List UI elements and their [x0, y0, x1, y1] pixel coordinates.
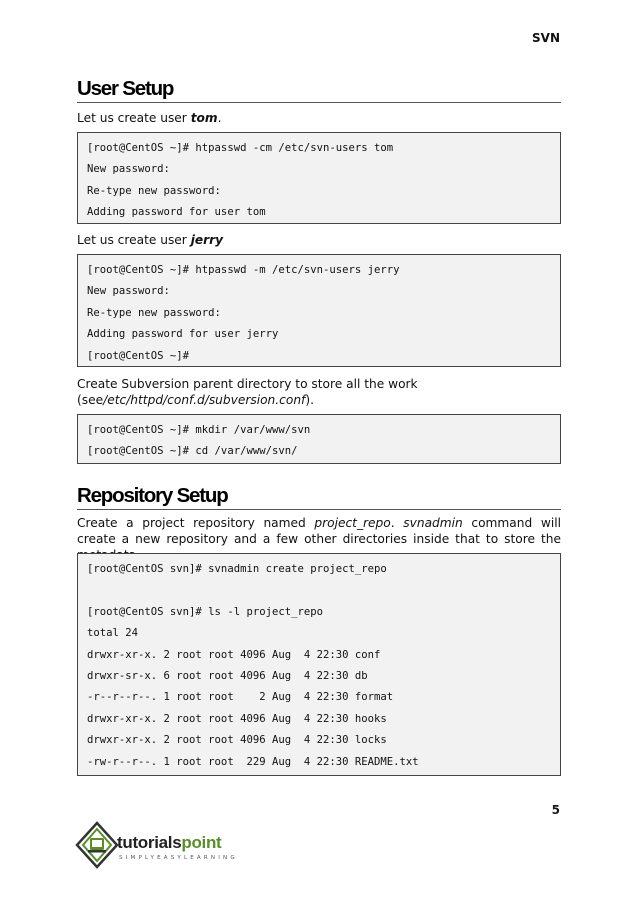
code-line: New password:	[87, 163, 170, 176]
repo-name: project_repo	[314, 516, 391, 530]
code-line: Re-type new password:	[87, 184, 221, 197]
code-line: drwxr-xr-x. 2 root root 4096 Aug 4 22:30 conf	[87, 648, 381, 661]
section-title-user-setup: User Setup	[77, 78, 561, 103]
code-block-create-jerry	[77, 254, 561, 367]
svnadmin-command: svnadmin	[403, 516, 463, 530]
code-line: total 24	[87, 627, 139, 640]
intro-tom-prefix: Let us create user	[77, 111, 191, 125]
code-line: Adding password for user tom	[87, 206, 266, 219]
logo-brand-b: point	[181, 833, 222, 852]
section-title-repository-setup: Repository Setup	[77, 485, 561, 510]
code-block-create-tom	[77, 132, 561, 224]
code-block-parent-dir	[77, 414, 561, 464]
user-name-tom: tom	[190, 111, 218, 125]
code-line: drwxr-xr-x. 2 root root 4096 Aug 4 22:30 locks	[87, 734, 387, 747]
code-line: [root@CentOS ~]#	[87, 349, 190, 362]
repo-para-text: command will create a new repository and a few other directories inside that to store the	[77, 516, 561, 546]
code-line: -r--r--r--. 1 root root 2 Aug 4 22:30 format	[87, 691, 394, 704]
parent-dir-close: ).	[305, 393, 314, 407]
parent-dir-line1: Create Subversion parent directory to store all the work	[77, 377, 418, 391]
logo-brand-a: tutorials	[117, 833, 182, 852]
code-line: [root@CentOS ~]# htpasswd -cm /etc/svn-users tom	[87, 142, 394, 154]
code-line: [root@CentOS ~]# mkdir /var/www/svn	[87, 424, 311, 436]
code-line: [root@CentOS ~]# htpasswd -m /etc/svn-users jerry	[87, 264, 400, 276]
code-line	[87, 580, 560, 601]
running-header: SVN	[532, 31, 560, 45]
code-line: drwxr-xr-x. 2 root root 4096 Aug 4 22:30 hooks	[87, 712, 387, 725]
parent-directory-paragraph	[77, 376, 561, 408]
repo-para-text: Create a project repository named	[77, 516, 315, 530]
code-line: [root@CentOS svn]# ls -l project_repo	[87, 605, 323, 618]
repo-para-text: .	[390, 516, 404, 530]
tutorialspoint-logo	[75, 819, 245, 875]
code-line: [root@CentOS svn]# svnadmin create project_repo	[87, 563, 387, 575]
intro-tom-suffix: .	[217, 111, 222, 125]
code-line: Re-type new password:	[87, 306, 221, 319]
intro-jerry	[77, 232, 561, 248]
code-line: -rw-r--r--. 1 root root 229 Aug 4 22:30 README.txt	[87, 755, 419, 768]
code-block-repository	[77, 553, 561, 776]
logo-tagline: SIMPLYEASYLEARNING	[119, 855, 238, 861]
code-line: Adding password for user jerry	[87, 328, 279, 341]
logo-diamond-icon	[75, 819, 119, 875]
code-line: New password:	[87, 285, 170, 298]
intro-jerry-prefix: Let us create user	[77, 233, 191, 247]
parent-dir-open: (see	[77, 393, 104, 407]
page-number: 5	[551, 803, 560, 817]
intro-tom	[77, 110, 561, 126]
code-line: [root@CentOS ~]# cd /var/www/svn/	[87, 445, 298, 458]
logo-wordmark	[117, 833, 221, 853]
user-name-jerry: jerry	[190, 233, 224, 247]
config-path: /etc/httpd/conf.d/subversion.conf	[103, 393, 306, 407]
code-line: drwxr-sr-x. 6 root root 4096 Aug 4 22:30 db	[87, 669, 368, 682]
